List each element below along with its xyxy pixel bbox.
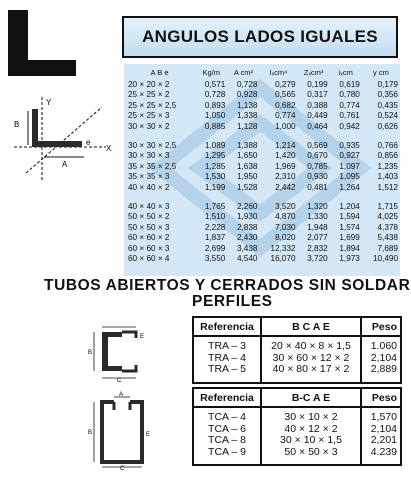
table-cell: 30 × 30 × 3: [128, 151, 170, 161]
table-cell: 3,720: [307, 254, 328, 264]
table-cell: TRA – 5: [208, 363, 246, 375]
table-cell: 1,128: [236, 121, 258, 131]
table-cell: 4.239: [361, 447, 401, 459]
section-title-profiles: PERFILES: [192, 293, 273, 310]
col-header: Iₓcm⁴: [269, 67, 288, 77]
tca-table-header: [193, 388, 401, 407]
table-cell: 1,264: [339, 182, 360, 192]
col-header: A B e: [150, 67, 169, 77]
table-cell: 3,438: [236, 243, 258, 253]
table-cell: 0,619: [339, 80, 360, 89]
table-cell: 1,512: [377, 182, 398, 192]
table-cell: 1,295: [204, 151, 226, 161]
table-cell: 1,388: [236, 141, 258, 151]
table-cell: 30 × 30 × 2,5: [128, 141, 177, 151]
tra-section-shape: [102, 332, 122, 371]
label-b: B: [14, 120, 20, 129]
table-cell: 2,838: [236, 222, 258, 232]
table-cell: 2,077: [307, 233, 328, 243]
table-cell: 0,199: [307, 80, 328, 89]
col-header: y cm: [373, 67, 389, 77]
label-c: C: [120, 466, 125, 472]
table-cell: 0,179: [377, 80, 398, 89]
table-cell: 0,481: [307, 182, 328, 192]
table-cell: 1,594: [339, 212, 360, 222]
tca-profile-diagram: [84, 392, 160, 472]
table-cell: 50 × 50 × 2: [128, 212, 170, 222]
tca-section-shape: [102, 402, 142, 462]
table-cell: 1,403: [377, 172, 398, 182]
table-cell: 1,097: [339, 161, 360, 171]
col-header: A cm²: [233, 67, 253, 77]
table-cell: 4,870: [275, 212, 296, 222]
table-cell: 1,089: [204, 141, 226, 151]
table-cell: 1,837: [204, 233, 226, 243]
table-cell: 0,728: [236, 80, 258, 89]
table-cell: 50 × 50 × 3: [128, 222, 170, 232]
table-cell: 4,025: [377, 212, 398, 222]
table-cell: 2,228: [204, 222, 226, 232]
table-cell: 1,650: [236, 151, 258, 161]
table-cell: 1,973: [339, 254, 360, 264]
label-x: X: [106, 144, 112, 153]
label-e: E: [140, 334, 145, 340]
table-cell: 2,699: [204, 243, 226, 253]
table-cell: TCA – 6: [208, 422, 246, 435]
table-cell: 50 × 50 × 3: [261, 447, 361, 459]
table-cell: 1,894: [339, 243, 360, 253]
table-row: [124, 80, 400, 90]
table-cell: 25 × 25 × 2: [128, 90, 170, 100]
table-row: [124, 233, 400, 243]
col-header: Peso: [361, 317, 401, 336]
table-cell: 0,927: [339, 151, 360, 161]
table-cell: 60 × 60 × 4: [128, 254, 170, 264]
table-cell: 8,020: [275, 233, 296, 243]
table-cell: 1,138: [236, 100, 258, 110]
table-row: [124, 111, 400, 121]
table-row: [193, 341, 401, 353]
table-cell: 1,570: [361, 412, 401, 424]
table-cell: 1,095: [339, 172, 360, 182]
table-cell: 30 × 10 × 2: [261, 412, 361, 424]
tra-profile-diagram: [84, 326, 154, 382]
table-cell: TRA – 4: [208, 351, 246, 364]
table-cell: 25 × 25 × 3: [128, 111, 170, 121]
table-cell: 35 × 35 × 3: [128, 172, 170, 182]
table-cell: 0,356: [377, 90, 398, 100]
table-cell: 20 × 40 × 8 × 1,5: [261, 341, 361, 353]
table-row: [124, 151, 400, 161]
angle-section-shape: [32, 109, 82, 147]
table-row: [124, 122, 400, 132]
table-cell: 1.060: [361, 341, 401, 353]
table-cell: 2,310: [275, 172, 296, 182]
table-cell: 5,438: [377, 233, 398, 243]
table-cell: 1,199: [204, 182, 226, 192]
table-cell: 2,201: [361, 435, 401, 447]
table-cell: 3,550: [204, 254, 226, 264]
table-cell: 0,626: [377, 121, 398, 131]
table-cell: 0,785: [307, 161, 328, 171]
table-cell: TRA – 3: [208, 340, 246, 352]
table-cell: 60 × 60 × 3: [128, 243, 170, 253]
table-cell: 2,832: [307, 243, 328, 253]
table-row: [124, 172, 400, 182]
table-cell: 0,761: [339, 111, 360, 121]
table-row: [124, 90, 400, 100]
label-y: Y: [46, 98, 52, 107]
table-cell: 2,104: [361, 353, 401, 365]
table-cell: 4,378: [377, 222, 398, 232]
table-row: [124, 244, 400, 254]
table-cell: 1,930: [236, 212, 258, 222]
table-cell: 2,442: [275, 182, 296, 192]
table-row: [124, 141, 400, 151]
table-cell: 1,574: [339, 222, 360, 232]
table-row: [193, 364, 401, 376]
table-cell: 10,490: [372, 254, 398, 264]
table-row: [124, 183, 400, 193]
table-cell: 0,728: [204, 90, 226, 100]
table-cell: 1,510: [204, 212, 226, 222]
tra-table-header: [193, 317, 401, 336]
table-cell: 0,930: [307, 172, 328, 182]
col-header: B C A E: [261, 317, 361, 336]
table-cell: 40 × 40 × 2: [128, 182, 170, 192]
table-row: [193, 412, 401, 424]
table-cell: TCA – 9: [208, 445, 246, 458]
table-row: [124, 254, 400, 264]
table-cell: 0,766: [377, 141, 398, 151]
table-cell: 0,682: [275, 100, 296, 110]
col-header: Referencia: [193, 317, 261, 336]
table-cell: 1,715: [377, 202, 398, 212]
tca-table: [192, 387, 402, 466]
label-e: e: [86, 138, 91, 147]
table-cell: 1,765: [204, 202, 226, 212]
table-cell: 40 × 12 × 2: [261, 424, 361, 436]
table-cell: TCA – 4: [208, 411, 246, 423]
table-cell: 0,449: [307, 111, 328, 121]
table-cell: 1,320: [307, 202, 328, 212]
table-cell: 0,774: [339, 100, 360, 110]
label-a: A: [62, 160, 68, 169]
table-cell: 0,464: [307, 121, 328, 131]
table-cell: 1,235: [377, 161, 398, 171]
table-cell: 1,285: [204, 161, 226, 171]
label-b: B: [88, 350, 93, 356]
col-header: Zₓcm³: [303, 67, 324, 77]
table-cell: 7,030: [275, 222, 296, 232]
table-cell: 3,520: [275, 202, 296, 212]
label-e: E: [146, 432, 151, 438]
table-cell: 4,540: [236, 254, 258, 264]
table-cell: 35 × 35 × 2,5: [128, 161, 177, 171]
table-cell: 16,070: [270, 254, 296, 264]
section-title-tubes: TUBOS ABIERTOS Y CERRADOS SIN SOLDAR: [44, 277, 411, 294]
label-b: B: [88, 430, 93, 436]
page-title: [122, 16, 398, 58]
table-cell: 0,928: [236, 90, 258, 100]
label-a: A: [119, 392, 124, 398]
table-cell: 0,565: [275, 90, 296, 100]
table-row: [193, 435, 401, 447]
table-cell: 30 × 60 × 12 × 2: [261, 353, 361, 365]
table-cell: 40 × 40 × 3: [128, 202, 170, 212]
table-row: [124, 212, 400, 222]
table-cell: 1,330: [307, 212, 328, 222]
table-cell: 20 × 20 × 2: [128, 80, 170, 89]
table-cell: 25 × 25 × 2,5: [128, 100, 177, 110]
page-title-text: ANGULOS LADOS IGUALES: [142, 27, 378, 46]
table-cell: 1,530: [204, 172, 226, 182]
col-header: iₓcm: [338, 67, 353, 77]
table-cell: 1,338: [236, 111, 258, 121]
col-header: Referencia: [193, 388, 261, 407]
table-row: [124, 223, 400, 233]
col-header: B-C A E: [261, 388, 361, 407]
table-cell: 60 × 60 × 2: [128, 233, 170, 243]
table-cell: 0,279: [275, 80, 296, 89]
angle-table-header: [124, 64, 400, 80]
table-cell: 2,430: [236, 233, 258, 243]
table-cell: 30 × 10 × 1,5: [261, 435, 361, 447]
table-cell: 0,942: [339, 121, 360, 131]
col-header: Kg/m: [202, 67, 221, 77]
table-row: [124, 101, 400, 111]
table-cell: 2,260: [236, 202, 258, 212]
table-cell: 0,317: [307, 90, 328, 100]
table-cell: 1,699: [339, 233, 360, 243]
table-cell: 1,214: [275, 141, 296, 151]
table-row: [193, 447, 401, 459]
tra-table: [192, 316, 402, 384]
table-cell: 0,435: [377, 100, 398, 110]
table-cell: 1,969: [275, 161, 296, 171]
table-cell: 1,000: [275, 121, 296, 131]
table-cell: 40 × 80 × 17 × 2: [261, 364, 361, 376]
table-cell: 0,780: [339, 90, 360, 100]
table-cell: 1,420: [275, 151, 296, 161]
table-cell: 1,638: [236, 161, 258, 171]
table-cell: 1,950: [236, 172, 258, 182]
table-cell: 30 × 30 × 2: [128, 121, 170, 131]
table-cell: 1,528: [236, 182, 258, 192]
table-cell: 0,524: [377, 111, 398, 121]
table-cell: 1,948: [307, 222, 328, 232]
table-cell: TCA – 8: [208, 434, 246, 446]
angle-table: [124, 64, 400, 265]
angle-section-diagram: [6, 95, 118, 183]
table-cell: 2,104: [361, 424, 401, 436]
table-cell: 12,332: [270, 243, 296, 253]
table-cell: 0,388: [307, 100, 328, 110]
table-cell: 2,889: [361, 364, 401, 376]
label-c: C: [117, 378, 122, 384]
table-cell: 0,885: [204, 121, 226, 131]
table-cell: 0,856: [377, 151, 398, 161]
table-row: [124, 162, 400, 172]
table-cell: 7,689: [377, 243, 398, 253]
table-cell: 1,050: [204, 111, 226, 121]
table-cell: 0,774: [275, 111, 296, 121]
table-cell: 0,935: [339, 141, 360, 151]
table-row: [124, 202, 400, 212]
table-cell: 1,204: [339, 202, 360, 212]
col-header: Peso: [361, 388, 401, 407]
table-cell: 0,670: [307, 151, 328, 161]
table-cell: 0,569: [307, 141, 328, 151]
table-cell: 0,571: [204, 80, 226, 89]
table-cell: 0,893: [204, 100, 226, 110]
